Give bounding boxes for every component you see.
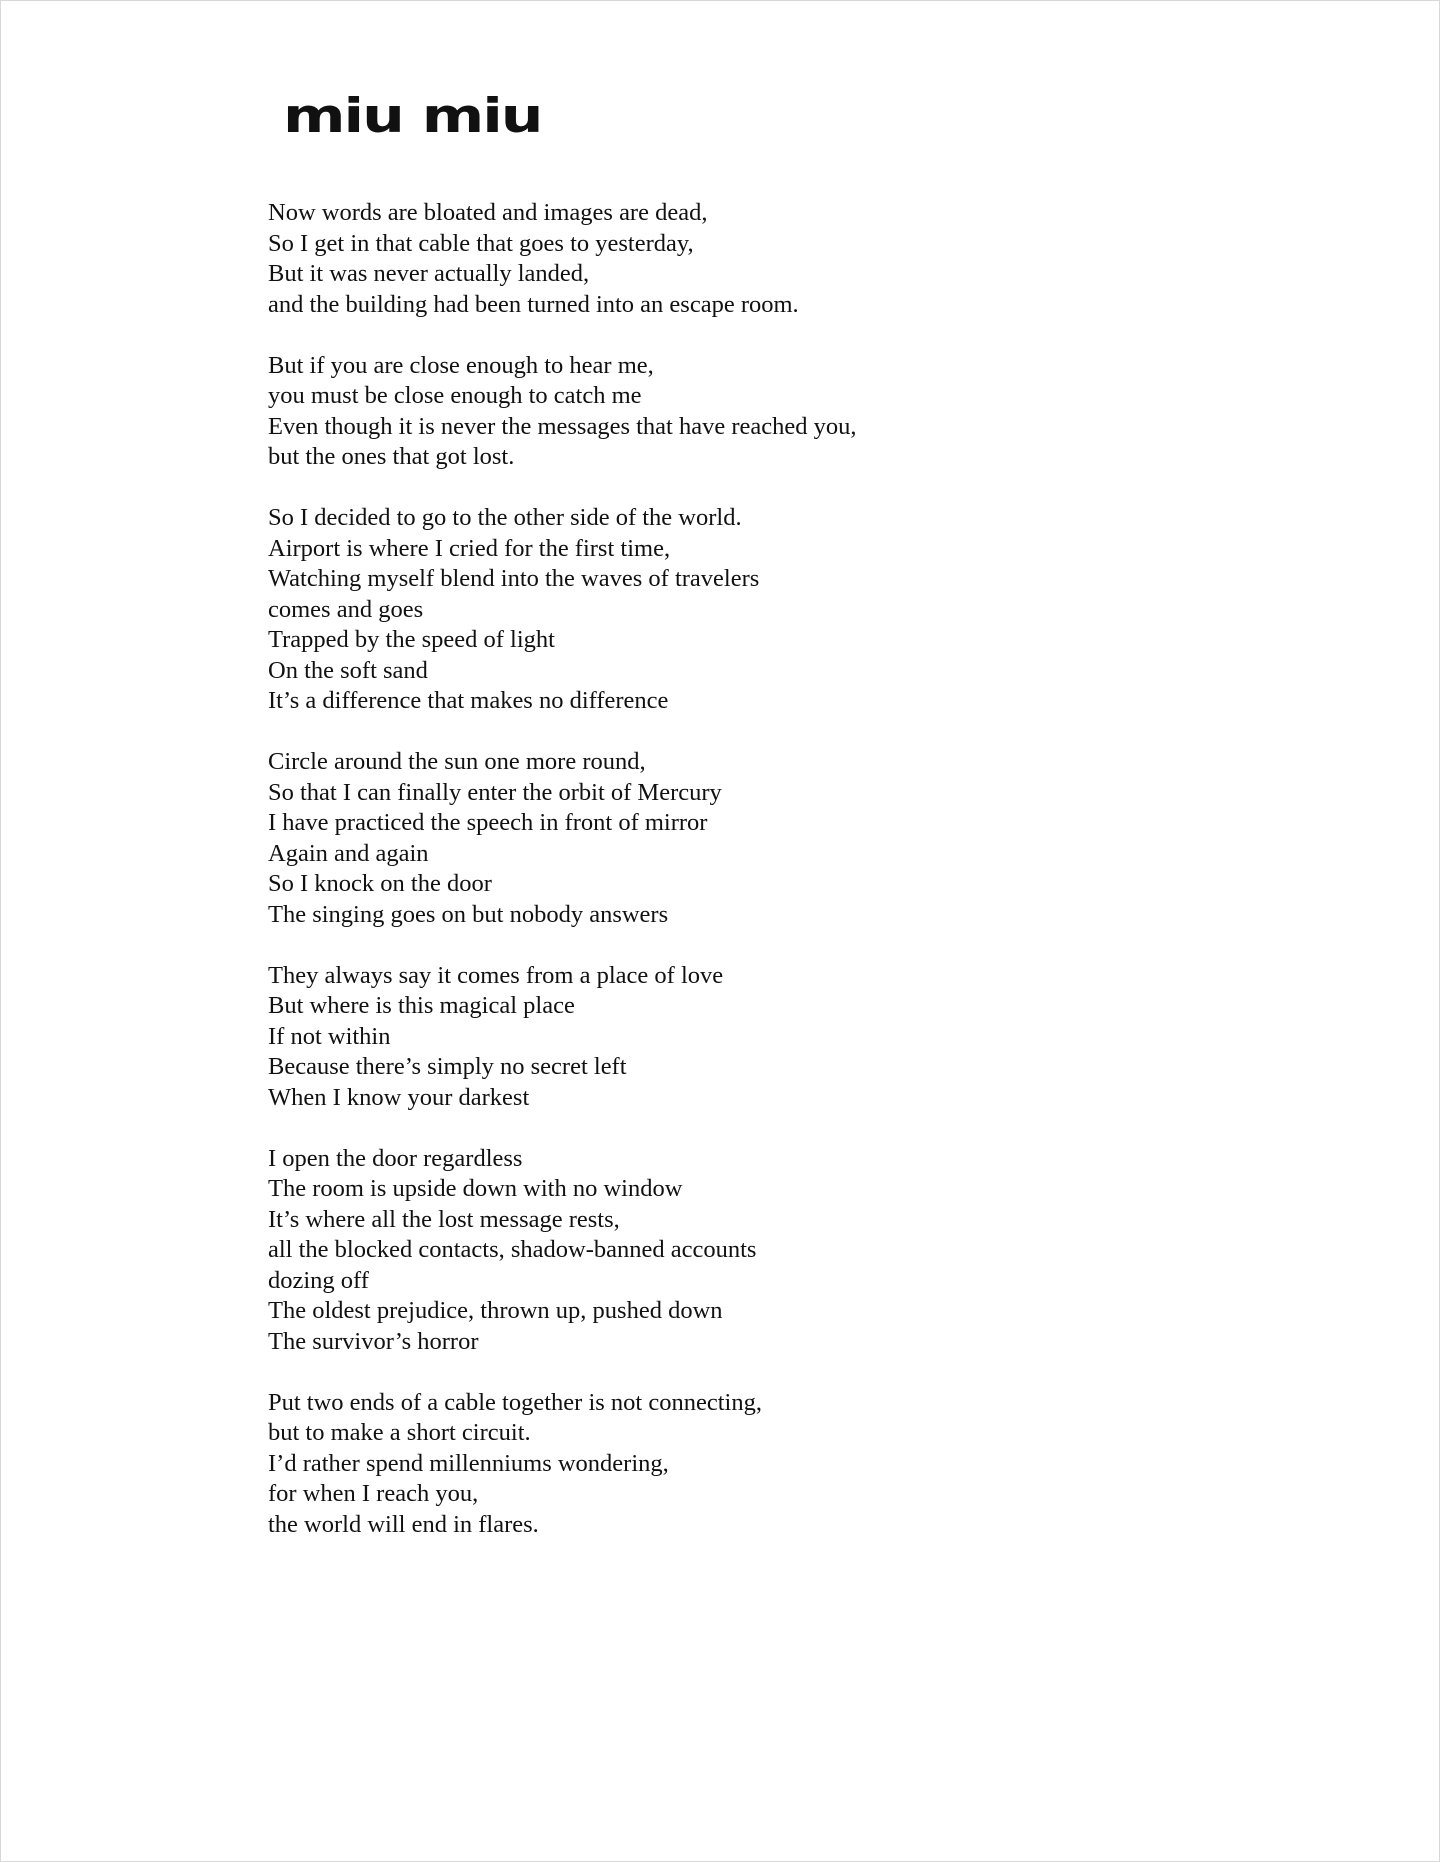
poem-line: If not within <box>268 1022 391 1050</box>
poem-line: The survivor’s horror <box>268 1327 479 1355</box>
stanza-6 <box>268 1144 1268 1358</box>
poem-line: The room is upside down with no window <box>268 1175 683 1202</box>
poem-line: But where is this magical place <box>268 992 575 1019</box>
stanza-5 <box>268 961 1268 1114</box>
poem-line: comes and goes <box>268 595 424 623</box>
poem-line: Because there’s simply no secret left <box>268 1053 627 1080</box>
poem-line: all the blocked contacts, shadow-banned accounts <box>268 1236 757 1263</box>
poem-line: I’d rather spend millenniums wondering, <box>268 1449 669 1477</box>
poem-line: for when I reach you, <box>268 1480 479 1507</box>
poem-line: I open the door regardless <box>268 1144 523 1172</box>
poem-line: The oldest prejudice, thrown up, pushed down <box>268 1297 723 1324</box>
poem-line: They always say it comes from a place of love <box>268 961 724 989</box>
poem-line: but to make a short circuit. <box>268 1419 531 1446</box>
poem-line: dozing off <box>268 1266 369 1294</box>
poem-line: So I decided to go to the other side of the world. <box>268 504 742 531</box>
poem-line: Trapped by the speed of light <box>268 626 555 653</box>
poem-line: When I know your darkest <box>268 1083 530 1111</box>
poem-body <box>268 198 1268 1571</box>
stanza-2 <box>268 351 1268 473</box>
poem-line: and the building had been turned into an escape room. <box>268 290 799 318</box>
poem-line: Again and again <box>268 839 429 867</box>
poem-line: So that I can finally enter the orbit of Mercury <box>268 778 722 806</box>
poem-line: It’s a difference that makes no difference <box>268 687 669 714</box>
poem-line: It’s where all the lost message rests, <box>268 1205 620 1233</box>
stanza-1 <box>268 198 1268 320</box>
poem-line: I have practiced the speech in front of mirror <box>268 809 708 836</box>
poem-line: Even though it is never the messages that have reached you, <box>268 412 857 440</box>
stanza-4 <box>268 747 1268 930</box>
poem-line: The singing goes on but nobody answers <box>268 900 669 928</box>
poem-line: Circle around the sun one more round, <box>268 748 646 775</box>
stanza-7 <box>268 1388 1268 1541</box>
poem-line: Put two ends of a cable together is not connecting, <box>268 1388 762 1416</box>
poem-line: but the ones that got lost. <box>268 443 515 470</box>
poem-line: So I knock on the door <box>268 870 492 897</box>
poem-line: Watching myself blend into the waves of travelers <box>268 565 760 592</box>
poem-line: But it was never actually landed, <box>268 260 590 287</box>
poem-line: On the soft sand <box>268 656 428 684</box>
stanza-3 <box>268 503 1268 717</box>
poem-line: Airport is where I cried for the first time, <box>268 534 671 562</box>
poem-line: the world will end in flares. <box>268 1510 539 1538</box>
brand-logo: miu miu <box>283 89 542 144</box>
poem-line: So I get in that cable that goes to yesterday, <box>268 229 694 257</box>
poem-line: But if you are close enough to hear me, <box>268 351 654 379</box>
poem-line: Now words are bloated and images are dead, <box>268 199 708 226</box>
poem-line: you must be close enough to catch me <box>268 382 642 409</box>
